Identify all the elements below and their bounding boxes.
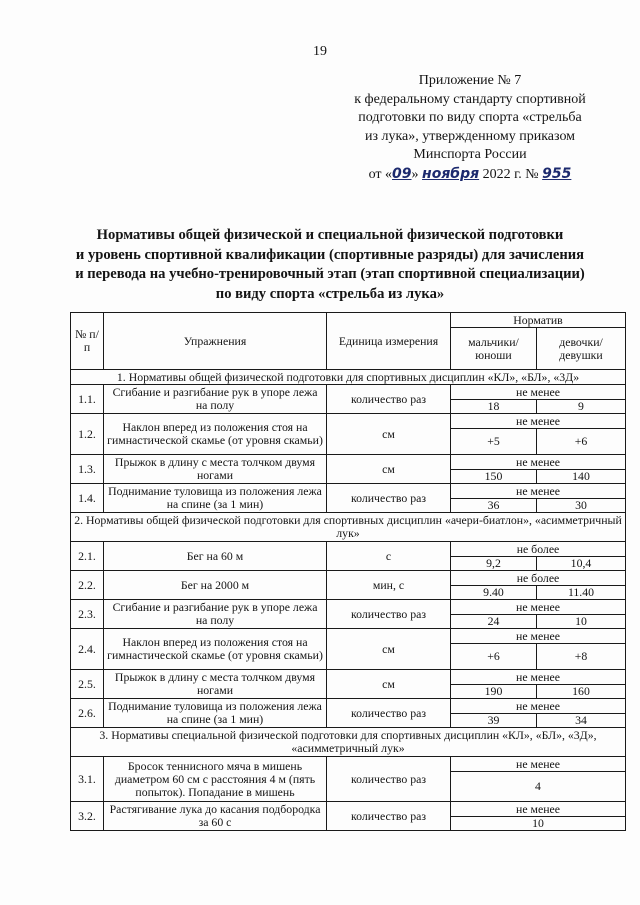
row-exercise: Прыжок в длину с места толчком двумя ногами	[104, 455, 327, 484]
row-condition: не менее	[451, 629, 626, 644]
row-exercise: Бег на 2000 м	[104, 571, 327, 600]
appendix-line: к федеральному стандарту спортивной	[354, 91, 586, 107]
row-exercise: Прыжок в длину с места толчком двумя ногами	[104, 670, 327, 699]
row-boys-value: 190	[451, 685, 537, 699]
row-exercise: Наклон вперед из положения стоя на гимнастической скамье (от уровня скамьи)	[104, 414, 327, 455]
row-girls-value: +8	[537, 644, 626, 670]
row-boys-value: 9.40	[451, 586, 537, 600]
row-exercise: Бросок теннисного мяча в мишень диаметром 60 см с расстояния 4 м (пять попыток). Попадание в мишень	[104, 757, 327, 802]
row-both-value: 4	[451, 772, 626, 802]
row-unit: количество раз	[327, 484, 451, 513]
row-condition: не менее	[451, 414, 626, 429]
row-unit: см	[327, 629, 451, 670]
row-unit: количество раз	[327, 699, 451, 728]
row-exercise: Растягивание лука до касания подбородка за 60 с	[104, 802, 327, 831]
row-boys-value: 9,2	[451, 557, 537, 571]
row-boys-value: 39	[451, 714, 537, 728]
row-num: 2.1.	[71, 542, 104, 571]
row-num: 1.2.	[71, 414, 104, 455]
row-unit: количество раз	[327, 802, 451, 831]
row-num: 1.4.	[71, 484, 104, 513]
appendix-date-line	[330, 165, 610, 185]
norms-table	[70, 312, 626, 831]
row-condition: не менее	[451, 455, 626, 470]
row-num: 3.1.	[71, 757, 104, 802]
row-num: 2.6.	[71, 699, 104, 728]
row-boys-value: 24	[451, 615, 537, 629]
row-condition: не менее	[451, 757, 626, 772]
row-unit: см	[327, 455, 451, 484]
row-unit: количество раз	[327, 385, 451, 414]
row-num: 2.3.	[71, 600, 104, 629]
date-prefix: от «	[368, 166, 393, 182]
row-exercise: Сгибание и разгибание рук в упоре лежа на полу	[104, 600, 327, 629]
row-both-value: 10	[451, 817, 626, 831]
title-line: и уровень спортивной квалификации (спортивные разряды) для зачисления	[75, 246, 585, 263]
row-num: 1.3.	[71, 455, 104, 484]
header-norm: Норматив	[451, 313, 626, 328]
row-condition: не менее	[451, 670, 626, 685]
document-title	[40, 226, 620, 304]
section-title: 3. Нормативы специальной физической подготовки для спортивных дисциплин «КЛ», «БЛ», «3Д», «асимметричный лук»	[71, 728, 626, 757]
appendix-line: Приложение № 7	[418, 73, 522, 88]
section-title: 1. Нормативы общей физической подготовки для спортивных дисциплин «КЛ», «БЛ», «3Д»	[71, 370, 626, 385]
appendix-header	[330, 72, 610, 184]
row-condition: не более	[451, 571, 626, 586]
row-unit: количество раз	[327, 757, 451, 802]
handwritten-order-number: 955	[542, 165, 572, 182]
row-unit: см	[327, 670, 451, 699]
row-girls-value: 9	[537, 400, 626, 414]
appendix-line: подготовки по виду спорта «стрельба	[358, 110, 582, 125]
row-girls-value: 160	[537, 685, 626, 699]
date-year: 2022 г. №	[482, 166, 539, 182]
row-exercise: Поднимание туловища из положения лежа на спине (за 1 мин)	[104, 699, 327, 728]
row-girls-value: 11.40	[537, 586, 626, 600]
row-boys-value: +6	[451, 644, 537, 670]
row-condition: не более	[451, 542, 626, 557]
title-line: и перевода на учебно-тренировочный этап (этап спортивной специализации)	[75, 266, 585, 282]
row-boys-value: 150	[451, 470, 537, 484]
row-unit: мин, с	[327, 571, 451, 600]
title-line: Нормативы общей физической и специальной физической подготовки	[96, 227, 564, 243]
handwritten-month: ноября	[422, 165, 480, 182]
header-boys: мальчики/ юноши	[451, 328, 537, 370]
header-girls: девочки/ девушки	[537, 328, 626, 370]
row-girls-value: 34	[537, 714, 626, 728]
header-exercise: Упражнения	[104, 313, 327, 370]
row-num: 2.2.	[71, 571, 104, 600]
section-title: 2. Нормативы общей физической подготовки для спортивных дисциплин «ачери-биатлон», «асимметричный лук»	[71, 513, 626, 542]
row-girls-value: 10,4	[537, 557, 626, 571]
row-condition: не менее	[451, 600, 626, 615]
row-girls-value: 30	[537, 499, 626, 513]
row-num: 2.4.	[71, 629, 104, 670]
row-condition: не менее	[451, 802, 626, 817]
page-number: 19	[313, 44, 327, 59]
row-girls-value: 140	[537, 470, 626, 484]
row-unit: количество раз	[327, 600, 451, 629]
row-num: 2.5.	[71, 670, 104, 699]
row-unit: см	[327, 414, 451, 455]
row-exercise: Наклон вперед из положения стоя на гимнастической скамье (от уровня скамьи)	[104, 629, 327, 670]
appendix-line: из лука», утвержденному приказом	[364, 128, 576, 144]
handwritten-day: 09	[392, 165, 412, 182]
row-num: 1.1.	[71, 385, 104, 414]
header-num: № п/п	[71, 313, 104, 370]
row-boys-value: 18	[451, 400, 537, 414]
row-boys-value: 36	[451, 499, 537, 513]
row-exercise: Сгибание и разгибание рук в упоре лежа на полу	[104, 385, 327, 414]
row-girls-value: +6	[537, 429, 626, 455]
row-exercise: Поднимание туловища из положения лежа на спине (за 1 мин)	[104, 484, 327, 513]
row-num: 3.2.	[71, 802, 104, 831]
row-condition: не менее	[451, 385, 626, 400]
row-condition: не менее	[451, 484, 626, 499]
title-line: по виду спорта «стрельба из лука»	[215, 285, 445, 302]
row-condition: не менее	[451, 699, 626, 714]
header-unit: Единица измерения	[327, 313, 451, 370]
row-boys-value: +5	[451, 429, 537, 455]
date-mid: »	[411, 166, 419, 182]
appendix-line: Минспорта России	[413, 147, 527, 162]
row-unit: с	[327, 542, 451, 571]
row-girls-value: 10	[537, 615, 626, 629]
row-exercise: Бег на 60 м	[104, 542, 327, 571]
